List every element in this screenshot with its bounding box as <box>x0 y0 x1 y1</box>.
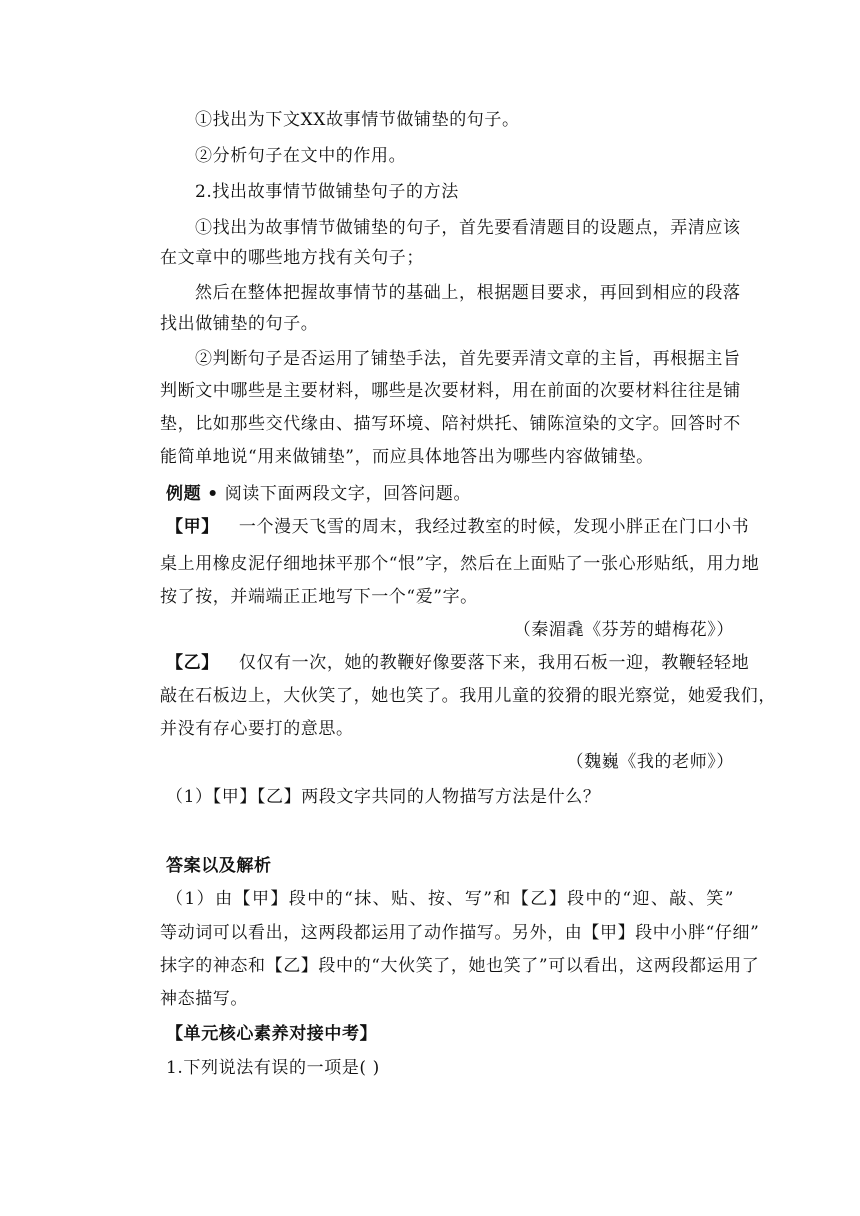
paragraph-line: 在文章中的哪些地方找有关句子； <box>160 248 424 268</box>
paragraph-line: 判断文中哪些是主要材料，哪些是次要材料，用在前面的次要材料往往是铺 <box>160 381 741 401</box>
paragraph-line: ①找出为故事情节做铺垫的句子，首先要看清题目的设题点，弄清应该 <box>195 218 741 238</box>
passage-jia-source: （秦湄毳《芬芳的蜡梅花》） <box>513 620 734 640</box>
answer-line: 神态描写。 <box>160 989 248 1009</box>
paragraph-line: 找出做铺垫的句子。 <box>160 314 319 334</box>
answer-heading: 答案以及解析 <box>166 856 272 876</box>
passage-jia-text: 一个漫天飞雪的周末，我经过教室的时候，发现小胖正在门口小书 <box>238 517 750 537</box>
answer-line: 等动词可以看出，这两段都运用了动作描写。另外，由【甲】段中小胖“仔细” <box>160 923 760 943</box>
example-heading <box>166 483 471 505</box>
answer-line: （1）由【甲】段中的“抹、贴、按、写”和【乙】段中的“迎、敲、笑” <box>166 889 734 909</box>
passage-yi-line: 敲在石板边上，大伙笑了，她也笑了。我用儿童的狡猾的眼光察觉，她爱我们， <box>160 686 776 706</box>
paragraph-line: 能简单地说“用来做铺垫”，而应具体地答出为哪些内容做铺垫。 <box>160 447 654 467</box>
passage-jia-line: 桌上用橡皮泥仔细地抹平那个“恨”字，然后在上面贴了一张心形贴纸，用力地 <box>160 554 760 574</box>
example-question: （1）【甲】【乙】两段文字共同的人物描写方法是什么？ <box>166 787 601 807</box>
passage-jia-first-line <box>166 516 749 538</box>
bullet-icon: • <box>207 484 219 504</box>
example-label: 例题 <box>166 484 202 504</box>
passage-yi-first-line <box>166 652 749 674</box>
passage-yi-text: 仅仅有一次，她的教鞭好像要落下来，我用石板一迎，教鞭轻轻地 <box>238 653 750 673</box>
passage-jia-mark: 【甲】 <box>166 517 219 537</box>
instruction-line: ②分析句子在文中的作用。 <box>195 146 407 166</box>
instruction-line: ①找出为下文XX故事情节做铺垫的句子。 <box>195 110 520 130</box>
passage-jia-line: 按了按，并端端正正地写下一个“爱”字。 <box>160 587 478 607</box>
passage-yi-line: 并没有存心要打的意思。 <box>160 719 354 739</box>
method-heading: 2.找出故事情节做铺垫句子的方法 <box>195 182 459 202</box>
passage-yi-source: （魏巍《我的老师》） <box>566 752 734 772</box>
question-1: 1.下列说法有误的一项是( ) <box>166 1058 380 1078</box>
paragraph-line: 然后在整体把握故事情节的基础上，根据题目要求，再回到相应的段落 <box>195 283 741 303</box>
section-heading: 【单元核心素养对接中考】 <box>166 1024 378 1044</box>
example-instruction: 阅读下面两段文字，回答问题。 <box>224 484 472 504</box>
passage-yi-mark: 【乙】 <box>166 653 219 673</box>
paragraph-line: ②判断句子是否运用了铺垫手法，首先要弄清文章的主旨，再根据主旨 <box>195 349 741 369</box>
answer-line: 抹字的神态和【乙】段中的“大伙笑了，她也笑了”可以看出，这两段都运用了 <box>160 956 760 976</box>
paragraph-line: 垫，比如那些交代缘由、描写环境、陪衬烘托、铺陈渲染的文字。回答时不 <box>160 414 741 434</box>
